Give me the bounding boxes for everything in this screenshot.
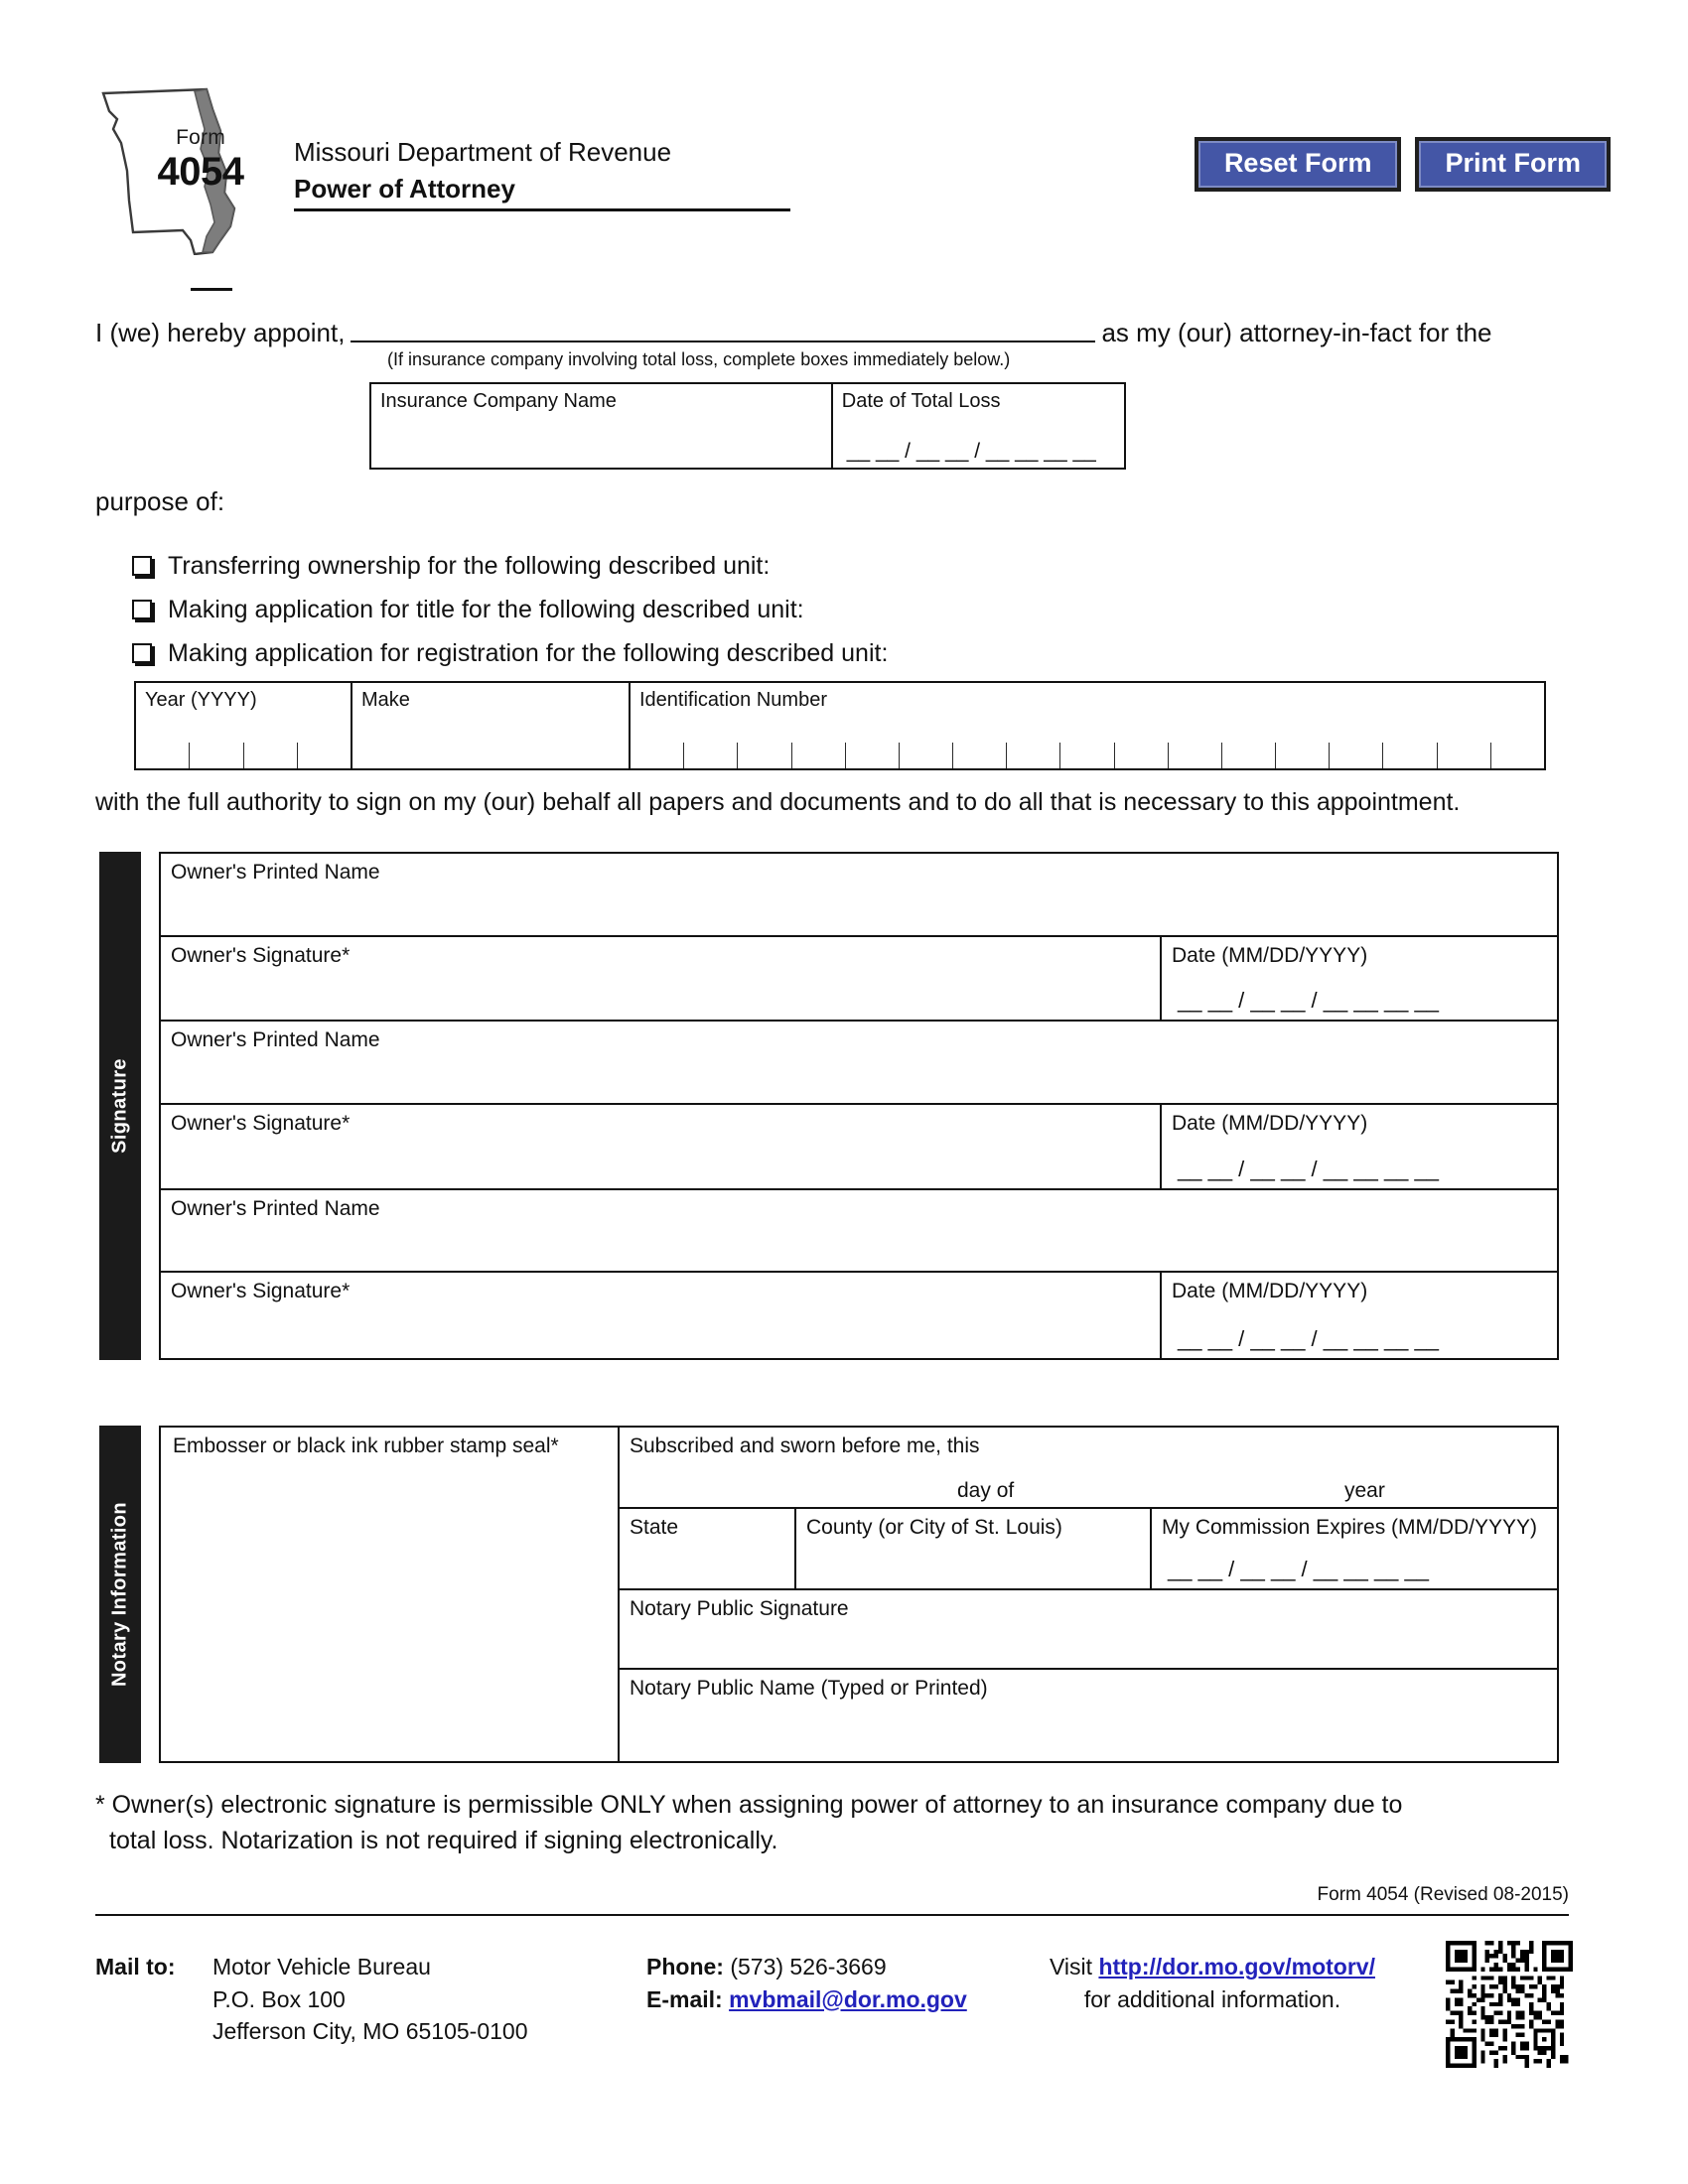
checkbox-transfer-ownership[interactable] [132,556,152,576]
footer-divider [95,1914,1569,1916]
owner3-date-cell[interactable] [1160,1273,1557,1358]
notary-county-cell[interactable] [796,1509,1152,1588]
email-row [646,1983,967,2016]
vehicle-year-comb[interactable] [136,743,351,768]
comb-cell[interactable] [1222,743,1276,768]
visit-row [1019,1951,1406,1983]
insurance-company-cell[interactable] [371,384,833,468]
form-revision: Form 4054 (Revised 08-2015) [1317,1884,1569,1905]
owner2-date-cell[interactable] [1160,1105,1557,1188]
comb-cell[interactable] [1330,743,1383,768]
phone-value: (573) 526-3669 [730,1954,887,1979]
owner-printed-name-label: Owner's Printed Name [171,861,380,884]
electronic-signature-footnote [95,1787,1565,1859]
form-action-buttons [1195,137,1611,192]
comb-cell[interactable] [1383,743,1437,768]
reset-form-button[interactable]: Reset Form [1195,137,1402,192]
table-row [161,1273,1557,1358]
vehicle-vin-label: Identification Number [639,689,827,711]
vehicle-vin-comb[interactable] [631,743,1544,768]
owner-date-label: Date (MM/DD/YYYY) [1172,1112,1368,1135]
comb-cell[interactable] [1115,743,1169,768]
comb-cell[interactable] [900,743,953,768]
agency-block [294,136,790,205]
footer [95,1941,1585,2129]
phone-row [646,1951,967,1983]
owner1-date-cell[interactable] [1160,937,1557,1021]
owner1-printed-name-cell[interactable] [161,854,1557,935]
comb-cell[interactable] [953,743,1007,768]
form-number: 4054 [157,150,244,194]
website-link[interactable]: http://dor.mo.gov/motorv/ [1098,1954,1375,1979]
comb-cell[interactable] [738,743,791,768]
checkbox-application-registration[interactable] [132,643,152,663]
notary-table [159,1426,1559,1763]
purpose-label: purpose of: [95,486,225,516]
purpose-option-label: Making application for title for the following described unit: [168,595,804,623]
comb-cell[interactable] [792,743,846,768]
comb-cell[interactable] [1438,743,1491,768]
visit-prefix: Visit [1050,1954,1099,1979]
insurance-note: (If insurance company involving total loss, complete boxes immediately below.) [387,349,1011,369]
notary-seal-label: Embosser or black ink rubber stamp seal* [173,1434,559,1457]
owner-date-label: Date (MM/DD/YYYY) [1172,1280,1368,1303]
signature-table [159,852,1559,1360]
owner3-signature-cell[interactable] [161,1273,1160,1358]
vehicle-make-label: Make [361,689,410,711]
checkbox-application-title[interactable] [132,600,152,619]
comb-cell[interactable] [684,743,738,768]
signature-tab-label: Signature [108,1058,131,1154]
table-row [161,1105,1557,1190]
mail-address-line-1: Motor Vehicle Bureau [212,1954,431,1979]
comb-cell[interactable] [1169,743,1222,768]
notary-tab-label: Notary Information [108,1501,131,1688]
owner1-signature-cell[interactable] [161,937,1160,1021]
notary-sworn-label: Subscribed and sworn before me, this [630,1434,980,1457]
purpose-option-transfer-ownership[interactable] [132,544,1423,588]
email-label: E-mail: [646,1985,723,2012]
table-row [620,1509,1557,1590]
appointment-line [95,313,1605,348]
footnote-marker: * [95,1791,105,1819]
signature-section-tab [99,852,141,1360]
owner-date-comb: __ __ / __ __ / __ __ __ __ [1178,988,1440,1014]
comb-cell[interactable] [1060,743,1114,768]
comb-cell[interactable] [190,743,243,768]
vehicle-vin-cell[interactable] [631,683,1544,768]
purpose-option-label: Making application for registration for the following described unit: [168,638,889,667]
date-of-total-loss-cell[interactable] [833,384,1124,468]
vehicle-year-label: Year (YYYY) [145,689,257,711]
comb-cell[interactable] [1491,743,1544,768]
owner-printed-name-label: Owner's Printed Name [171,1196,380,1220]
owner2-signature-cell[interactable] [161,1105,1160,1188]
comb-cell[interactable] [846,743,900,768]
form-word-label: Form [176,126,225,149]
footnote-line-2: total loss. Notarization is not required if signing electronically. [109,1827,778,1855]
comb-cell[interactable] [244,743,298,768]
vehicle-make-cell[interactable] [352,683,631,768]
notary-year-label: year [1344,1479,1385,1502]
date-of-total-loss-comb: __ __ / __ __ / __ __ __ __ [846,440,1096,463]
phone-label: Phone: [646,1954,724,1979]
form-number-underline [191,288,232,291]
notary-sworn-row[interactable] [620,1428,1557,1509]
footnote-line-1: Owner(s) electronic signature is permissible ONLY when assigning power of attorney to an insurance company due to [104,1791,1403,1819]
comb-cell[interactable] [1007,743,1060,768]
appoint-trail-text: as my (our) attorney-in-fact for the [1101,318,1492,347]
notary-fields [620,1428,1557,1761]
notary-seal-cell[interactable] [161,1428,620,1761]
mail-address-line-2: P.O. Box 100 [212,1985,346,2012]
email-link[interactable]: mvbmail@dor.mo.gov [729,1985,967,2012]
vehicle-description-table [134,681,1546,770]
owner-signature-label: Owner's Signature* [171,1280,351,1303]
mail-to-label-text: Mail to: [95,1954,176,1979]
visit-info [1019,1951,1406,2015]
table-row [161,854,1557,937]
owner-date-comb: __ __ / __ __ / __ __ __ __ [1178,1156,1440,1181]
authority-statement: with the full authority to sign on my (our) behalf all papers and documents and to do all that is necessary to this appointment. [95,788,1461,816]
notary-day-of-label: day of [957,1479,1015,1502]
vehicle-year-cell[interactable] [136,683,352,768]
notary-section-tab [99,1426,141,1763]
notary-state-cell[interactable] [620,1509,796,1588]
insurance-total-loss-box [369,382,1126,470]
date-of-total-loss-label: Date of Total Loss [841,390,1001,412]
owner-signature-label: Owner's Signature* [171,943,351,967]
table-row [161,937,1557,1023]
page-title: Power of Attorney [294,173,515,204]
purpose-option-application-registration[interactable] [132,631,1423,675]
owner-date-comb: __ __ / __ __ / __ __ __ __ [1178,1325,1440,1351]
mail-address-line-3: Jefferson City, MO 65105-0100 [212,2018,528,2045]
notary-county-label: County (or City of St. Louis) [806,1516,1062,1539]
notary-commission-cell[interactable] [1152,1509,1557,1588]
insurance-company-label: Insurance Company Name [380,390,617,412]
title-rule [294,208,790,211]
notary-commission-comb: __ __ / __ __ / __ __ __ __ [1168,1557,1430,1581]
attorney-in-fact-input[interactable] [351,313,1095,342]
appoint-lead-text: I (we) hereby appoint, [95,318,346,347]
mailing-address [212,1951,528,2048]
comb-cell[interactable] [631,743,684,768]
notary-section [99,1426,1559,1763]
contact-info [646,1951,967,2015]
signature-section [99,852,1559,1360]
table-row [161,1190,1557,1274]
notary-name-label: Notary Public Name (Typed or Printed) [630,1677,988,1700]
notary-name-row[interactable] [620,1670,1557,1751]
qr-code-icon [1446,1941,1573,2068]
agency-name: Missouri Department of Revenue [294,137,672,167]
owner2-printed-name-cell[interactable] [161,1022,1557,1103]
purpose-checklist [132,544,1423,675]
form-identifier [131,127,270,192]
notary-signature-row[interactable] [620,1590,1557,1670]
comb-cell[interactable] [136,743,190,768]
comb-cell[interactable] [1276,743,1330,768]
notary-signature-label: Notary Public Signature [630,1597,849,1620]
table-row [161,1022,1557,1105]
purpose-option-label: Transferring ownership for the following described unit: [168,551,771,580]
owner-date-label: Date (MM/DD/YYYY) [1172,943,1368,967]
owner-signature-label: Owner's Signature* [171,1112,351,1135]
owner-printed-name-label: Owner's Printed Name [171,1028,380,1052]
purpose-option-application-title[interactable] [132,588,1423,631]
notary-commission-label: My Commission Expires (MM/DD/YYYY) [1162,1516,1538,1539]
owner3-printed-name-cell[interactable] [161,1190,1557,1272]
comb-cell[interactable] [298,743,351,768]
visit-suffix: for additional information. [1083,1985,1341,2012]
notary-state-label: State [630,1516,679,1539]
print-form-button[interactable]: Print Form [1415,137,1611,192]
mail-to-label [95,1951,176,1983]
